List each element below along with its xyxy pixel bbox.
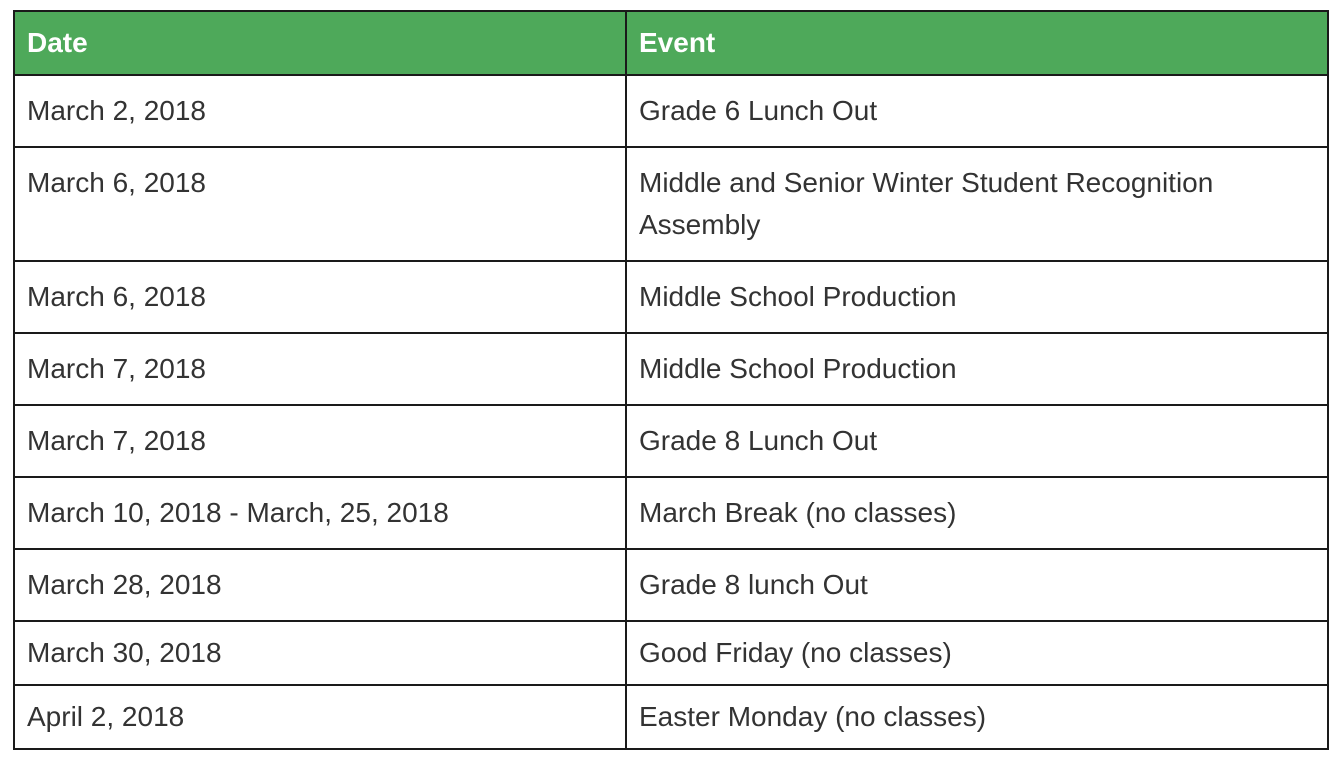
event-cell: Middle School Production (626, 333, 1328, 405)
table-row (14, 261, 1328, 333)
event-cell: Grade 8 Lunch Out (626, 405, 1328, 477)
event-cell: Grade 8 lunch Out (626, 549, 1328, 621)
events-table (13, 10, 1329, 750)
event-cell: March Break (no classes) (626, 477, 1328, 549)
date-cell: March 7, 2018 (14, 405, 626, 477)
table-row (14, 333, 1328, 405)
table-row (14, 549, 1328, 621)
event-cell: Middle School Production (626, 261, 1328, 333)
date-column-header: Date (14, 11, 626, 75)
date-cell: March 6, 2018 (14, 261, 626, 333)
date-cell: March 10, 2018 - March, 25, 2018 (14, 477, 626, 549)
table-body (14, 75, 1328, 749)
date-cell: March 28, 2018 (14, 549, 626, 621)
table-row (14, 685, 1328, 749)
event-cell: Grade 6 Lunch Out (626, 75, 1328, 147)
date-cell: March 30, 2018 (14, 621, 626, 685)
date-cell: March 2, 2018 (14, 75, 626, 147)
date-cell: April 2, 2018 (14, 685, 626, 749)
table-row (14, 621, 1328, 685)
date-cell: March 6, 2018 (14, 147, 626, 261)
event-cell: Easter Monday (no classes) (626, 685, 1328, 749)
date-cell: March 7, 2018 (14, 333, 626, 405)
table-row (14, 147, 1328, 261)
event-cell: Middle and Senior Winter Student Recognition Assembly (626, 147, 1328, 261)
table-row (14, 75, 1328, 147)
header-row (14, 11, 1328, 75)
table-row (14, 477, 1328, 549)
table-row (14, 405, 1328, 477)
event-column-header: Event (626, 11, 1328, 75)
event-cell: Good Friday (no classes) (626, 621, 1328, 685)
table-header (14, 11, 1328, 75)
